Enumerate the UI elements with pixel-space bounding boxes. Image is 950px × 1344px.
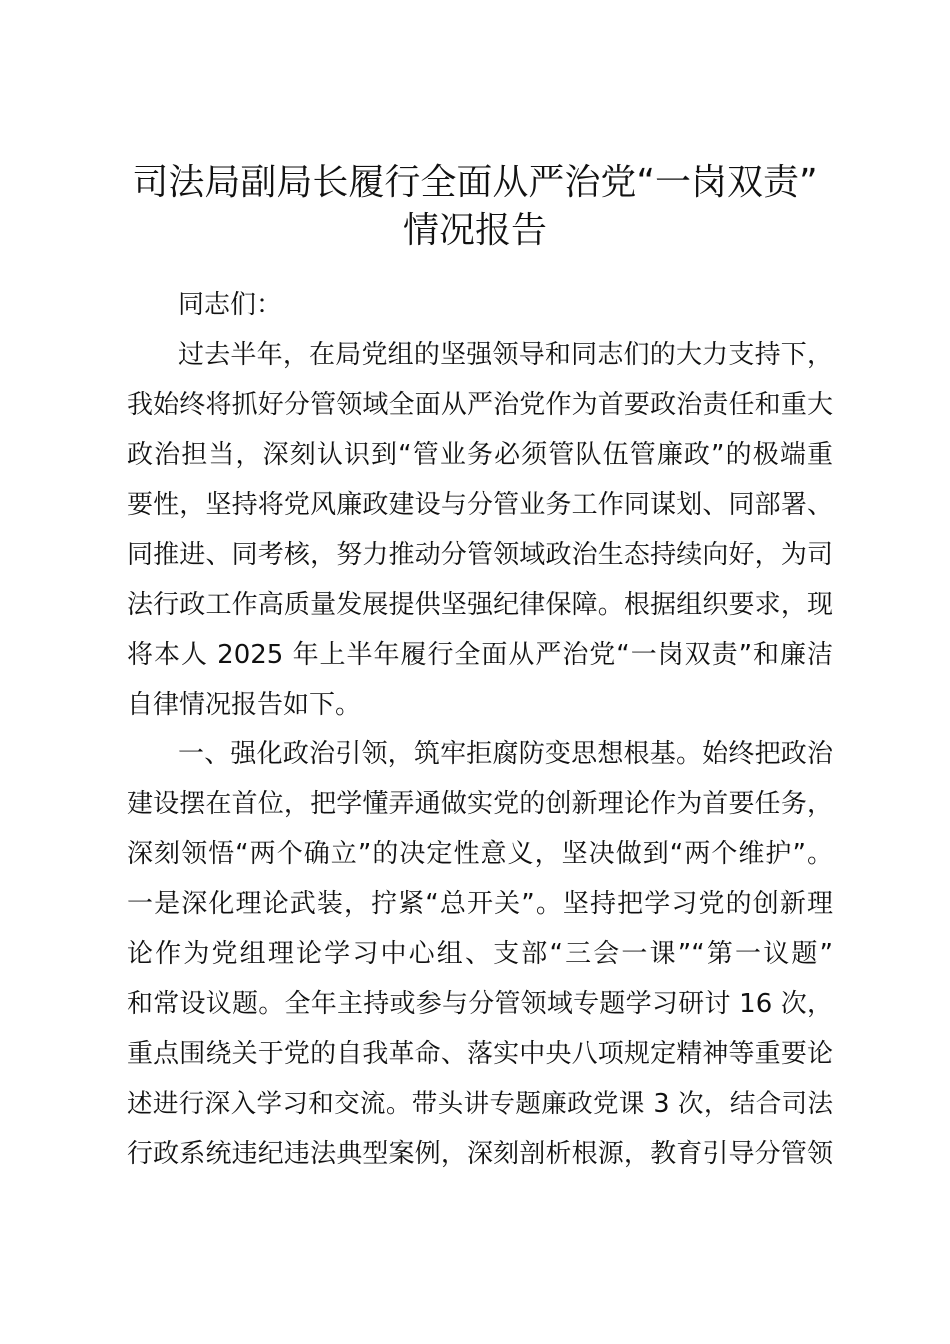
paragraph-2-line: 和常设议题。全年主持或参与分管领域专题学习研讨 16 次， (127, 989, 833, 1019)
paragraph-2-line: 论作为党组理论学习中心组、支部“三会一课”“第一议题” (127, 939, 833, 969)
paragraph-2-line: 述进行深入学习和交流。带头讲专题廉政党课 3 次，结合司法 (127, 1089, 833, 1119)
paragraph-2-line: 深刻领悟“两个确立”的决定性意义，坚决做到“两个维护”。 (127, 839, 833, 869)
paragraph-1-line: 将本人 2025 年上半年履行全面从严治党“一岗双责”和廉洁 (127, 640, 833, 670)
paragraph-2-line: 一是深化理论武装，拧紧“总开关”。坚持把学习党的创新理 (127, 889, 833, 919)
paragraph-2-line: 行政系统违纪违法典型案例，深刻剖析根源，教育引导分管领 (127, 1139, 833, 1169)
paragraph-2-line: 一、强化政治引领，筑牢拒腐防变思想根基。始终把政治 (178, 739, 833, 769)
paragraph-1-line: 法行政工作高质量发展提供坚强纪律保障。根据组织要求，现 (127, 590, 833, 620)
paragraph-2-line: 重点围绕关于党的自我革命、落实中央八项规定精神等重要论 (127, 1039, 833, 1069)
document-title-line-2: 情况报告 (402, 210, 547, 251)
document-title-line-1: 司法局副局长履行全面从严治党“一岗双责” (132, 162, 818, 203)
paragraph-1-line: 我始终将抓好分管领域全面从严治党作为首要政治责任和重大 (127, 390, 833, 420)
paragraph-1-line: 自律情况报告如下。 (127, 690, 362, 720)
paragraph-1-line: 政治担当，深刻认识到“管业务必须管队伍管廉政”的极端重 (127, 440, 833, 470)
paragraph-2-line: 建设摆在首位，把学懂弄通做实党的创新理论作为首要任务， (127, 789, 833, 819)
paragraph-1-line: 同推进、同考核，努力推动分管领域政治生态持续向好，为司 (127, 540, 833, 570)
salutation: 同志们： (178, 290, 283, 320)
paragraph-1-line: 过去半年，在局党组的坚强领导和同志们的大力支持下， (178, 340, 833, 370)
paragraph-1-line: 要性，坚持将党风廉政建设与分管业务工作同谋划、同部署、 (127, 490, 833, 520)
